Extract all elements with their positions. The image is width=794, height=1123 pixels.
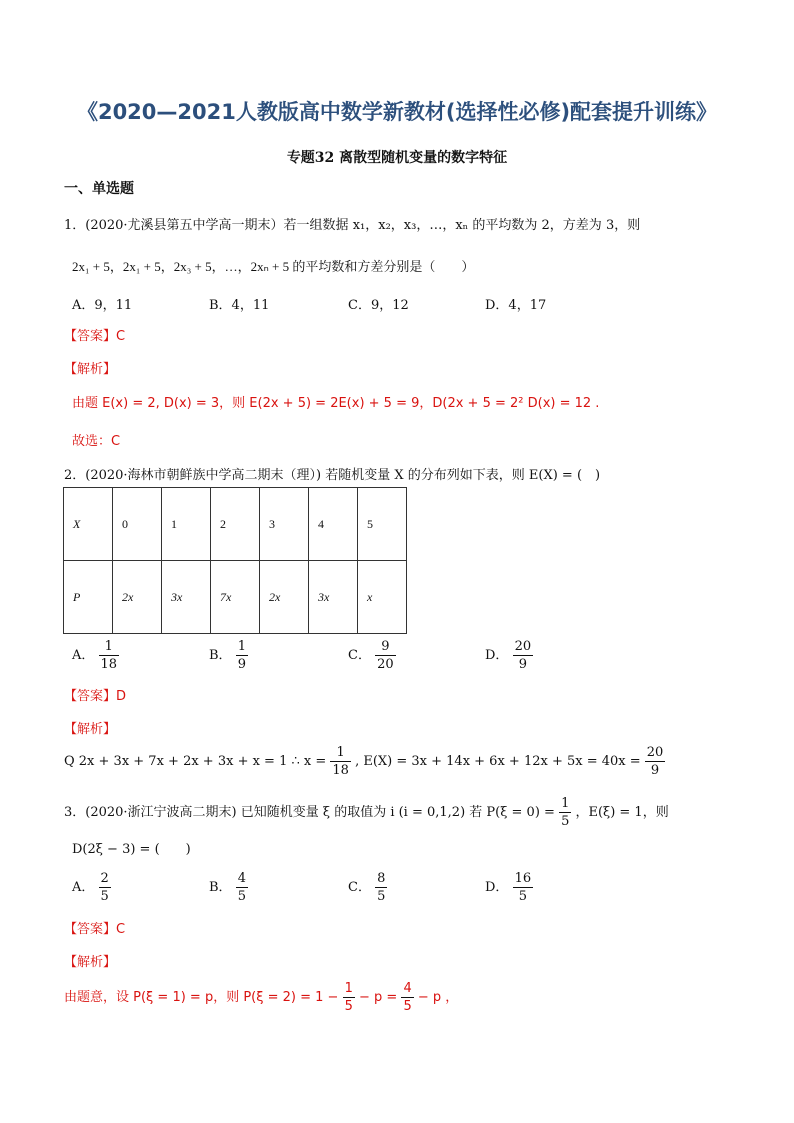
table-cell: 2x (113, 561, 162, 634)
option-label: D． (485, 648, 509, 663)
answer-value: C (116, 922, 126, 937)
numerator: 1 (344, 981, 353, 996)
q2-stem: 2．(2020·海林市朝鲜族中学高二期末（理）) 若随机变量 X 的分布列如下表，则 E(X) = ( ) (64, 468, 601, 483)
numerator: 1 (99, 638, 120, 656)
q2-option-c (348, 638, 396, 673)
q2-analysis-label: 【解析】 (64, 722, 117, 737)
q1-conclusion: 故选：C (72, 434, 121, 449)
table-cell: 2 (211, 488, 260, 561)
denominator: 5 (518, 889, 527, 904)
option-label: A． (72, 880, 95, 895)
analysis-text: − p = (359, 990, 398, 1005)
option-label: C． (348, 880, 371, 895)
q1-analysis: 由题 E(x) = 2, D(x) = 3，则 E(2x + 5) = 2E(x) + 5 = 9，D(2x + 5 = 2² D(x) = 12 . (72, 396, 600, 411)
fraction (401, 980, 413, 1015)
answer-label: 【答案】 (64, 922, 117, 937)
option-label: B． (209, 648, 232, 663)
answer-value: D (116, 689, 127, 704)
q3-option-c (348, 870, 387, 905)
q2-answer (64, 685, 126, 704)
q3-stem-line1 (64, 795, 669, 830)
table-cell: P (64, 561, 113, 634)
table-cell: 5 (358, 488, 407, 561)
fraction (330, 744, 351, 779)
table-row (64, 561, 407, 634)
fraction (375, 638, 396, 673)
fraction (236, 638, 248, 673)
numerator: 2 (100, 871, 109, 886)
denominator: 9 (237, 657, 246, 672)
denominator: 9 (518, 657, 527, 672)
denominator: 20 (377, 657, 394, 672)
option-label: A． (72, 648, 95, 663)
q1-stem-line1: 1．(2020·尤溪县第五中学高一期末）若一组数据 x₁，x₂，x₃，…，xₙ 的平均数为 2，方差为 3，则 (64, 218, 641, 233)
topic-subtitle: 专题32 离散型随机变量的数字特征 (286, 150, 508, 166)
table-cell: 4 (309, 488, 358, 561)
table-cell: x (358, 561, 407, 634)
q3-analysis-label: 【解析】 (64, 955, 117, 970)
table-cell: 3x (309, 561, 358, 634)
denominator: 9 (650, 763, 660, 778)
numerator: 20 (646, 745, 664, 760)
table-cell: X (64, 488, 113, 561)
q3-stem-line2: D(2ξ − 3) = ( ) (72, 842, 191, 857)
numerator: 1 (561, 796, 570, 811)
document-title: 《2020—2021人教版高中数学新教材(选择性必修)配套提升训练》 (76, 100, 718, 124)
answer-value: C (116, 329, 126, 344)
q3-option-a (72, 870, 111, 905)
option-label: B． (209, 880, 232, 895)
q1-stem-line2: 2x₁ + 5，2x₁ + 5，2x₃ + 5，…，2xₙ + 5 的平均数和方差分别是（ ） (72, 259, 475, 274)
option-label: D． (485, 880, 509, 895)
analysis-text: 由题意，设 P(ξ = 1) = p，则 P(ξ = 2) = 1 − (64, 990, 339, 1005)
denominator: 5 (377, 889, 386, 904)
q1-analysis-label: 【解析】 (64, 362, 117, 377)
fraction (513, 638, 534, 673)
q1-answer (64, 325, 125, 344)
q2-option-b (209, 638, 248, 673)
numerator: 9 (375, 638, 396, 656)
fraction (559, 795, 571, 830)
stem-text: 3．(2020·浙江宁波高二期末) 已知随机变量 ξ 的取值为 i (i = 0,1,2) 若 P(ξ = 0) = (64, 805, 555, 820)
denominator: 5 (344, 999, 353, 1014)
q2-analysis (64, 744, 665, 779)
q3-analysis (64, 980, 458, 1015)
analysis-text: − p ， (417, 990, 459, 1005)
denominator: 18 (100, 657, 118, 672)
numerator: 8 (377, 871, 386, 886)
distribution-table (63, 487, 407, 634)
denominator: 5 (100, 889, 109, 904)
stem-text: ，E(ξ) = 1，则 (575, 805, 669, 820)
numerator: 4 (403, 981, 412, 996)
analysis-text: , E(X) = 3x + 14x + 6x + 12x + 5x = 40x = (355, 754, 641, 769)
fraction (375, 870, 387, 905)
numerator: 1 (330, 744, 351, 762)
denominator: 5 (561, 814, 570, 829)
analysis-text: Q 2x + 3x + 7x + 2x + 3x + x = 1 ∴ x = (64, 754, 327, 769)
numerator: 4 (237, 871, 246, 886)
q1-option-b: B．4，11 (209, 298, 270, 313)
q2-option-a (72, 638, 119, 673)
fraction (236, 870, 248, 905)
fraction (513, 870, 534, 905)
fraction (99, 870, 111, 905)
fraction (343, 980, 355, 1015)
denominator: 18 (332, 763, 349, 778)
answer-label: 【答案】 (64, 689, 117, 704)
numerator: 1 (237, 639, 246, 654)
table-cell: 3x (162, 561, 211, 634)
table-cell: 1 (162, 488, 211, 561)
fraction (99, 638, 120, 673)
q3-option-b (209, 870, 248, 905)
denominator: 5 (237, 889, 246, 904)
table-row (64, 488, 407, 561)
table-cell: 3 (260, 488, 309, 561)
answer-label: 【答案】 (64, 329, 117, 344)
q1-option-a: A．9，11 (72, 298, 133, 313)
table-cell: 0 (113, 488, 162, 561)
denominator: 5 (403, 999, 412, 1014)
option-label: C． (348, 648, 371, 663)
section-heading: 一、单选题 (64, 181, 134, 197)
q3-answer (64, 918, 125, 937)
table-cell: 7x (211, 561, 260, 634)
q1-option-c: C．9，12 (348, 298, 409, 313)
fraction (645, 744, 666, 779)
q2-option-d (485, 638, 533, 673)
numerator: 16 (514, 871, 532, 886)
q1-option-d: D．4，17 (485, 298, 547, 313)
q3-option-d (485, 870, 533, 905)
table-cell: 2x (260, 561, 309, 634)
numerator: 20 (514, 639, 532, 654)
